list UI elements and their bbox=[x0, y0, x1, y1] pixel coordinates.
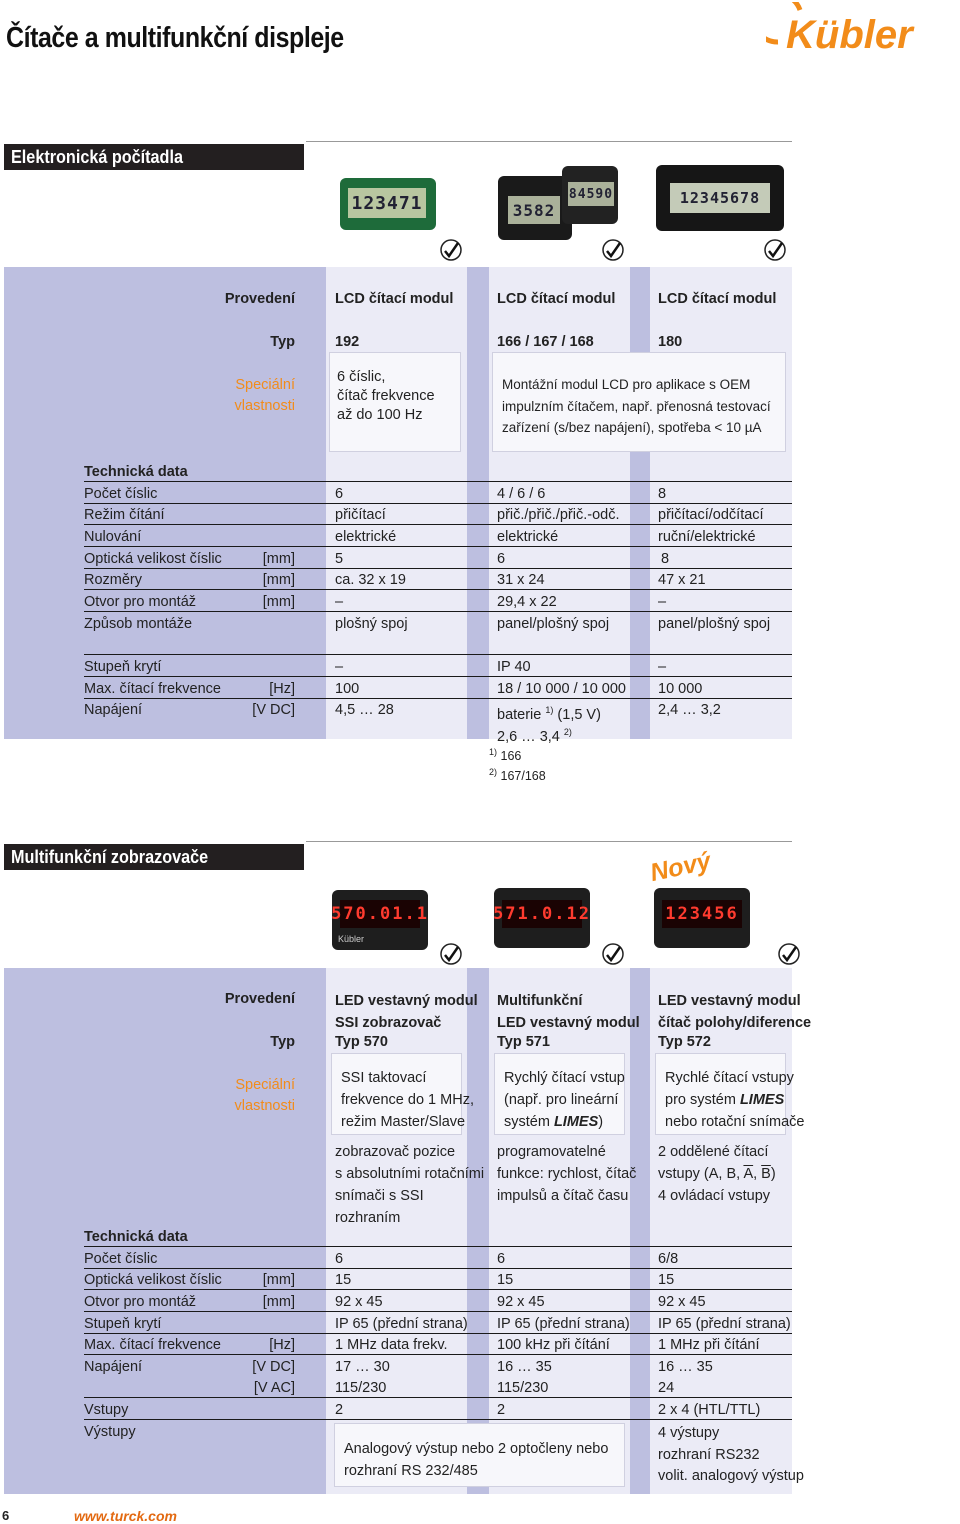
footer-link[interactable]: www.turck.com bbox=[74, 1508, 177, 1524]
section-title-counters: Elektronická počítadla bbox=[4, 144, 304, 170]
product-167-image: 84590 bbox=[562, 166, 618, 224]
typ-value: 166 / 167 / 168 bbox=[497, 334, 594, 350]
row-divider bbox=[84, 503, 792, 504]
special-text: SSI taktovací frekvence do 1 MHz, režim Master/Slave bbox=[341, 1070, 474, 1130]
tech-data-header: Technická data bbox=[84, 1229, 188, 1245]
typ-value: Typ 570 bbox=[335, 1034, 388, 1050]
label-provedeni: Provedení bbox=[224, 991, 295, 1007]
product-180-image: 12345678 bbox=[656, 165, 784, 231]
product-166-image: 3582 bbox=[498, 176, 572, 240]
special-text: 6 číslic, čítač frekvence až do 100 Hz bbox=[337, 369, 435, 423]
row-divider bbox=[84, 676, 792, 677]
product-192-image: 123471 bbox=[340, 178, 436, 230]
row-divider bbox=[84, 1397, 792, 1398]
row-divider bbox=[84, 546, 792, 547]
row-divider bbox=[84, 481, 792, 482]
row-divider bbox=[84, 1268, 792, 1269]
rohs-icon bbox=[764, 239, 786, 266]
rohs-icon bbox=[440, 943, 462, 970]
row-divider bbox=[84, 654, 792, 655]
divider bbox=[306, 141, 792, 142]
special-text: Rychlý čítací vstup (např. pro lineární systém LIMES) bbox=[504, 1070, 625, 1130]
provedeni-value: Multifunkční LED vestavný modul bbox=[497, 993, 640, 1031]
row-divider bbox=[84, 1419, 792, 1420]
provedeni-value: LCD čítací modul bbox=[658, 291, 777, 307]
page-title: Čítače a multifunkční displeje bbox=[6, 22, 344, 54]
row-divider bbox=[84, 589, 792, 590]
description-text: 2 oddělené čítací vstupy (A, B, $\overline{A}$, $\overline{B}$) 4 ovládací vstupy bbox=[658, 1144, 776, 1204]
provedeni-value: LCD čítací modul bbox=[335, 291, 454, 307]
product-571-image: 571.0.12 bbox=[494, 888, 590, 948]
label-typ: Typ bbox=[270, 334, 295, 350]
provedeni-value: LCD čítací modul bbox=[497, 291, 616, 307]
typ-value: Typ 571 bbox=[497, 1034, 550, 1050]
typ-value: 180 bbox=[658, 334, 683, 350]
product-570-image: 570.01.1 Kübler bbox=[332, 890, 428, 950]
rohs-icon bbox=[602, 239, 624, 266]
row-divider bbox=[84, 698, 792, 699]
table-band bbox=[630, 968, 650, 1494]
divider bbox=[306, 841, 792, 842]
description-text: zobrazovač pozice s absolutními rotačními snímači s SSI rozhraním bbox=[335, 1144, 485, 1226]
row-divider bbox=[84, 1246, 792, 1247]
footnotes: $^{1)}$ 166 $^{2)}$ 167/168 bbox=[489, 747, 546, 784]
label-typ: Typ bbox=[270, 1034, 295, 1050]
provedeni-value: LED vestavný modul SSI zobrazovač bbox=[335, 993, 478, 1031]
row-divider bbox=[84, 568, 792, 569]
row-divider bbox=[84, 1311, 792, 1312]
kubler-logo bbox=[766, 2, 956, 56]
page-number: 6 bbox=[2, 1508, 10, 1523]
typ-value: Typ 572 bbox=[658, 1034, 711, 1050]
label-special: Speciální vlastnosti bbox=[234, 1077, 295, 1114]
special-text: Rychlé čítací vstupy pro systém LIMES nebo rotační snímače bbox=[665, 1070, 805, 1130]
rohs-icon bbox=[778, 943, 800, 970]
table-band bbox=[305, 968, 326, 1494]
label-provedeni: Provedení bbox=[224, 291, 295, 307]
typ-value: 192 bbox=[335, 334, 360, 350]
section-title-displays: Multifunkční zobrazovače bbox=[4, 844, 304, 870]
description-text: programovatelné funkce: rychlost, čítač impulsů a čítač času bbox=[497, 1144, 637, 1204]
provedeni-value: LED vestavný modul čítač polohy/diference bbox=[658, 993, 812, 1031]
rohs-icon bbox=[440, 239, 462, 266]
table-band bbox=[467, 968, 489, 1494]
row-divider bbox=[84, 1333, 792, 1334]
tech-data-header: Technická data bbox=[84, 464, 188, 480]
row-divider bbox=[84, 1289, 792, 1290]
new-badge: Nový bbox=[647, 846, 714, 888]
label-special: Speciální vlastnosti bbox=[234, 377, 295, 414]
brand-text: Kübler bbox=[786, 13, 913, 56]
row-divider bbox=[84, 1354, 792, 1355]
row-divider bbox=[84, 524, 792, 525]
product-572-image: 123456 bbox=[654, 888, 750, 948]
rohs-icon bbox=[602, 943, 624, 970]
row-divider bbox=[84, 611, 792, 612]
special-text-shared: Montážní modul LCD pro aplikace s OEM impulzním čítačem, např. přenosná testovací zařízení (s/bez napájení), spotřeba < 10 µA bbox=[502, 377, 771, 435]
